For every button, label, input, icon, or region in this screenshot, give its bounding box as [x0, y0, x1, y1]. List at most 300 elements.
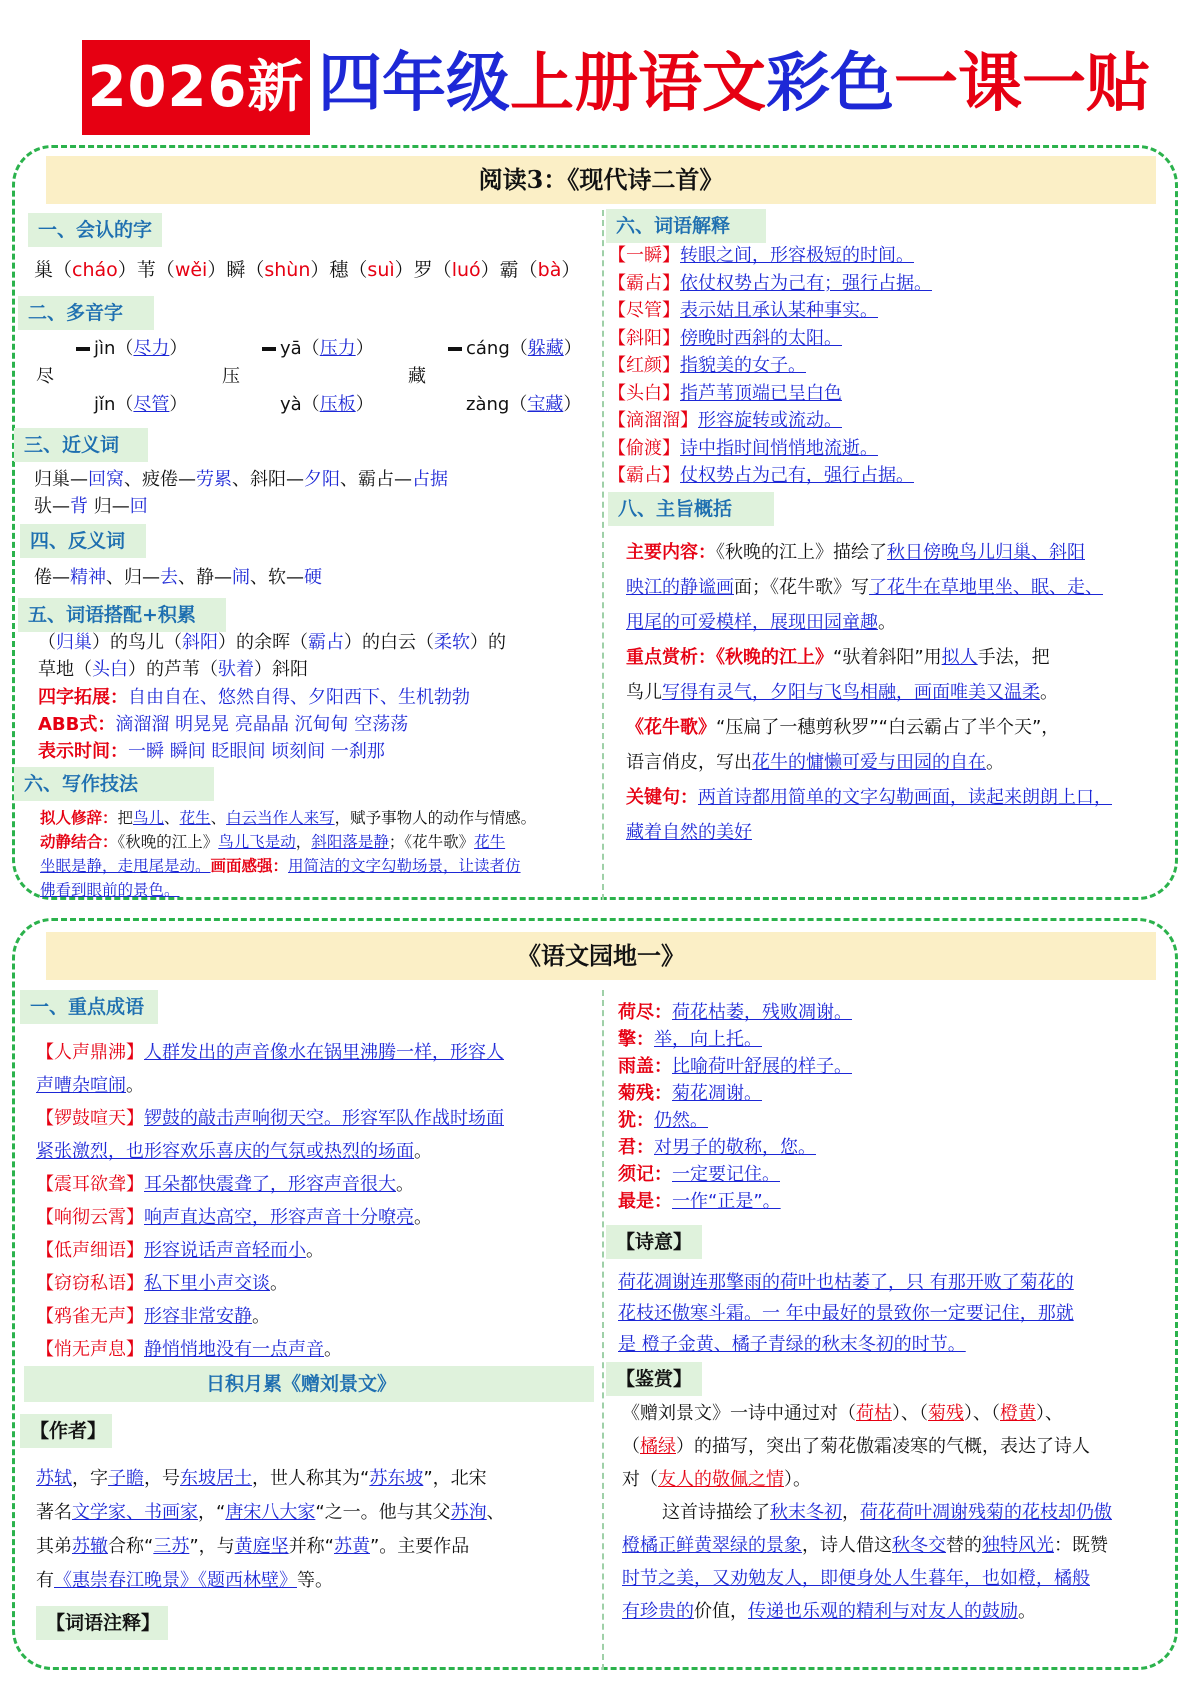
idiom-term: 【窃窃私语】	[36, 1273, 144, 1294]
text-run: 苏东坡	[369, 1468, 424, 1489]
definition-item	[608, 298, 878, 324]
definition-text: 表示姑且承认某种事实。	[680, 300, 878, 321]
word: ）的鸟儿（	[92, 632, 182, 653]
text-run: yā（	[280, 338, 320, 359]
heading-writing: 六、写作技法	[14, 767, 214, 801]
text-run: ，“	[198, 1502, 226, 1523]
text-run: 花牛的慵懒可爱与田园的自在	[752, 752, 986, 773]
idiom-definition: 锣鼓的敲击声响彻天空。形容军队作战时场面	[144, 1108, 504, 1129]
text-run: 橘绿	[640, 1436, 676, 1457]
writing-line-4: 佛看到眼前的景色。	[40, 881, 180, 899]
text-run: 苏轼	[36, 1468, 72, 1489]
text-run: 花牛	[474, 833, 506, 851]
word: ）的余晖（	[218, 632, 308, 653]
appreciation-line-1	[622, 1401, 1063, 1427]
text-run: ）	[207, 259, 227, 281]
key-sentence-line-2: 藏着自然的美好	[626, 822, 752, 843]
text-run: 倦—	[34, 567, 70, 588]
polyphone-char: 尽	[36, 366, 54, 387]
text-run: 《秋晚的江上》描绘了	[716, 542, 887, 563]
idiom-definition: 形容说话声音轻而小	[144, 1240, 306, 1261]
heading-poem-meaning: 【诗意】	[606, 1225, 702, 1259]
author-line-4	[36, 1568, 333, 1594]
definition-term: 【霸占】	[608, 465, 680, 486]
text-run: yà（	[280, 394, 320, 415]
poem-meaning-line: 是 橙子金黄、橘子青绿的秋末冬初的时节。	[618, 1334, 966, 1355]
definition-term: 【滴溜溜】	[608, 410, 698, 431]
heading-author: 【作者】	[20, 1414, 112, 1448]
polyphone-word: 躲藏	[527, 338, 564, 359]
text-run: 苇（	[136, 259, 175, 281]
polyphone-word: 尽管	[133, 394, 170, 415]
text-run: ，号	[144, 1468, 180, 1489]
text-run: 、斜阳—	[232, 469, 304, 490]
extension-key: 四字拓展：	[38, 687, 128, 708]
extension-key: 表示时间：	[38, 741, 128, 762]
text-run: ，字	[72, 1468, 108, 1489]
definition-item	[608, 271, 932, 297]
analysis-line-3	[626, 715, 1059, 741]
idiom-line	[36, 1271, 288, 1297]
idiom-definition: 耳朵都快震聋了，形容声音很大	[144, 1174, 396, 1195]
word: 草地（	[38, 659, 92, 680]
text-run: 时节之美，又劝勉友人，即便身处人生暮年，也如橙，橘般	[622, 1568, 1090, 1589]
note-term: 犹：	[618, 1110, 654, 1131]
word-note	[618, 1027, 762, 1053]
word-note	[618, 1081, 762, 1107]
note-text: 仍然。	[654, 1110, 708, 1131]
text-run: 鸟儿	[133, 809, 165, 827]
text-run: 独特风光	[982, 1535, 1054, 1556]
extension-value: 滴溜溜 明晃晃 亮晶晶 沉甸甸 空荡荡	[115, 714, 409, 735]
text-run: 有	[36, 1570, 54, 1591]
text-run: 东坡居士	[180, 1468, 252, 1489]
text-run: 驮—	[34, 496, 70, 517]
text-run: 等。	[297, 1570, 333, 1591]
word: 头白	[92, 659, 128, 680]
text-run: 重点赏析：	[626, 647, 716, 668]
heading-polyphones: 二、多音字	[18, 296, 154, 330]
appreciation-line-6	[622, 1566, 1090, 1592]
polyphone-word: 压板	[319, 394, 356, 415]
page-title	[318, 44, 1150, 124]
title-subject: 上册语文	[510, 46, 766, 121]
definition-text: 形容旋转或流动。	[698, 410, 842, 431]
text-run: 并称“	[288, 1536, 334, 1557]
text-run: 三苏	[153, 1536, 190, 1557]
polyphone-word: 尽力	[133, 338, 170, 359]
text-run: 。	[324, 1339, 342, 1360]
text-run: 唐宋八大家	[225, 1502, 316, 1523]
text-run: 鸟儿	[626, 682, 662, 703]
poem-meaning-line: 花枝还傲寒斗霜。一 年中最好的景致你一定要记住，那就	[618, 1303, 1074, 1324]
synonyms-line-2	[34, 494, 148, 520]
panel-2-banner: 《语文园地一》	[46, 932, 1156, 980]
main-content-line-3	[626, 610, 896, 636]
text-run: ”。主要作品	[369, 1536, 470, 1557]
definition-item	[608, 243, 914, 269]
word: ）的	[470, 632, 506, 653]
key-sentence-line-1	[626, 785, 1112, 811]
word: 占据	[412, 469, 448, 490]
idiom-line	[36, 1304, 270, 1330]
word: 夕阳	[304, 469, 340, 490]
note-term: 荷尽：	[618, 1002, 672, 1023]
text-run: 手法，把	[977, 647, 1050, 668]
text-run: 霸（	[499, 259, 538, 281]
note-text: 对男子的敬称，您。	[654, 1137, 816, 1158]
extension-line	[38, 685, 470, 711]
heading-main-idea: 八、主旨概括	[608, 492, 774, 526]
text-run: 。	[126, 1075, 144, 1096]
pinyin: shùn	[264, 259, 311, 281]
definition-item	[608, 463, 914, 489]
text-run: ）、	[1036, 1403, 1063, 1424]
text-run: ；《花牛歌》	[388, 833, 475, 851]
definition-text: 指芦苇顶端已呈白色	[680, 382, 842, 404]
heading-word-notes: 【词语注释】	[36, 1606, 168, 1640]
analysis-line-4	[626, 750, 1004, 776]
author-line-3	[36, 1534, 469, 1560]
polyphone-char: 藏	[408, 366, 426, 387]
text-run: zàng（	[466, 394, 528, 415]
text-run: 主要内容：	[626, 542, 716, 563]
appreciation-line-7	[622, 1599, 1036, 1625]
text-run: 。	[270, 1273, 288, 1294]
text-run: 、软—	[250, 567, 304, 588]
text-run: 把	[117, 809, 134, 827]
text-run: 菊残	[928, 1403, 964, 1424]
text-run: 《秋晚的江上》	[716, 647, 833, 668]
text-run: 秋末冬初	[770, 1502, 842, 1523]
text-run: 归巢—	[34, 469, 88, 490]
idiom-term: 【震耳欲聋】	[36, 1174, 144, 1195]
text-run: “驮着斜阳”用	[833, 647, 942, 668]
definition-text: 指貌美的女子。	[680, 355, 806, 376]
text-run: 《惠崇春江晚景》《题西林壁》	[54, 1570, 297, 1591]
analysis-line-1	[626, 645, 1050, 671]
word: 精神	[70, 567, 106, 588]
polyphone-word: 压力	[319, 338, 356, 359]
heading-collocations: 五、词语搭配+积累	[18, 598, 226, 632]
heading-synonyms: 三、近义词	[14, 428, 148, 462]
text-run: 。	[414, 1207, 432, 1228]
text-run: 、霸占—	[340, 469, 412, 490]
analysis-line-2	[626, 680, 1058, 706]
appreciation-line-2	[622, 1434, 1090, 1460]
pinyin: luó	[451, 259, 481, 281]
idiom-term: 【锣鼓喧天】	[36, 1108, 144, 1129]
text-run: 橙橘正鲜黄翠绿的景象	[622, 1535, 802, 1556]
word-note	[618, 1054, 852, 1080]
word: 斜阳	[182, 632, 218, 653]
brace	[76, 347, 90, 351]
text-run: 画面感强：	[210, 857, 289, 875]
polyphone-word: 宝藏	[527, 394, 564, 415]
polyphone-reading-b	[280, 392, 374, 418]
text-run: 这首诗描绘了	[662, 1502, 770, 1523]
panel-1-banner: 阅读3：《现代诗二首》	[46, 156, 1156, 204]
idiom-line	[36, 1205, 432, 1231]
text-run: 。	[878, 612, 896, 633]
text-run: 、疲倦—	[124, 469, 196, 490]
text-run: 、	[486, 1502, 505, 1523]
daily-accumulation-title: 日积月累《赠刘景文》	[206, 1373, 397, 1395]
text-run: 。	[414, 1141, 432, 1162]
text-run: 对（	[622, 1469, 658, 1490]
extension-key: ABB式：	[38, 714, 116, 735]
idiom-line	[36, 1139, 432, 1165]
text-run: “之一。他与其父	[315, 1502, 451, 1523]
text-run: ”，北宋	[423, 1468, 487, 1489]
text-run: ）、（	[892, 1403, 928, 1424]
text-run: ）、（	[964, 1403, 1000, 1424]
year-badge: 2026新	[82, 40, 310, 135]
definition-item	[608, 436, 878, 462]
brace	[448, 347, 462, 351]
extension-line	[38, 739, 385, 765]
idiom-term: 【低声细语】	[36, 1240, 144, 1261]
main-content-line-2	[626, 575, 1103, 601]
word: ）的芦苇（	[128, 659, 218, 680]
word: 闹	[232, 567, 250, 588]
definition-text: 转眼之间，形容极短的时间。	[680, 245, 914, 266]
text-run: 鸟儿飞是动	[218, 833, 296, 851]
idiom-term: 【响彻云霄】	[36, 1207, 144, 1228]
writing-line-3	[40, 854, 521, 878]
idiom-definition: 人群发出的声音像水在锅里沸腾一样，形容人	[144, 1042, 504, 1063]
heading-appreciation: 【鉴赏】	[606, 1362, 702, 1396]
text-run: 语言俏皮，写出	[626, 752, 752, 773]
idiom-term: 【人声鼎沸】	[36, 1042, 144, 1063]
extension-line	[38, 712, 408, 738]
appreciation-line-5	[622, 1533, 1108, 1559]
word: 劳累	[196, 469, 232, 490]
text-run: “压扁了一穗剪秋罗”“白云霸占了半个天”，	[716, 717, 1060, 738]
idiom-definition: 静悄悄地没有一点声音	[144, 1339, 324, 1360]
text-run: 秋冬交	[892, 1535, 946, 1556]
definition-term: 【尽管】	[608, 300, 680, 321]
text-run: 秋日傍晚鸟儿归巢、斜阳	[887, 542, 1085, 563]
text-run: 。	[1040, 682, 1058, 703]
note-term: 菊残：	[618, 1083, 672, 1104]
antonyms-line	[34, 565, 322, 591]
text-run: ）	[480, 259, 500, 281]
definition-text: 依仗权势占为己有；强行占据。	[680, 272, 932, 294]
word: 回	[129, 496, 148, 517]
text-run: 子瞻	[108, 1468, 144, 1489]
collocation-line-2	[38, 657, 308, 683]
idiom-line	[36, 1106, 504, 1132]
word: 归巢	[56, 632, 92, 653]
word-note	[618, 1162, 780, 1188]
text-run: ：既赞	[1054, 1535, 1108, 1556]
characters-line	[34, 257, 580, 283]
text-run: 《赠刘景文》一诗中通过对（	[622, 1403, 856, 1424]
text-run: ）	[355, 394, 374, 415]
heading-idioms: 一、重点成语	[20, 990, 158, 1024]
text-run: 写得有灵气，夕阳与飞鸟相融，画面唯美又温柔	[662, 682, 1040, 703]
text-run: 穗（	[329, 259, 368, 281]
word: 去	[160, 567, 178, 588]
text-run: ）	[394, 259, 414, 281]
text-run: 两首诗都用简单的文字勾勒画面，读起来朗朗上口，	[698, 787, 1112, 808]
text-run: 苏洵	[450, 1502, 487, 1523]
text-run: 橙黄	[1000, 1403, 1036, 1424]
text-run: 映江的静谧画	[626, 577, 734, 598]
text-run: 巢（	[34, 259, 73, 281]
pinyin: suì	[367, 259, 395, 281]
text-run: 。	[986, 752, 1004, 773]
idiom-definition: 私下里小声交谈	[144, 1273, 270, 1294]
text-run: ，诗人借这	[802, 1535, 892, 1556]
word-note	[618, 1108, 708, 1134]
note-term: 最是：	[618, 1191, 672, 1212]
idiom-line	[36, 1238, 324, 1264]
text-run: 拟人	[941, 647, 978, 668]
text-run: 合称“	[108, 1536, 154, 1557]
text-run: ）	[169, 394, 188, 415]
polyphone-reading-a	[94, 336, 187, 362]
note-text: 一定要记住。	[672, 1164, 780, 1185]
note-text: 一作“正是”。	[672, 1191, 781, 1212]
title-color: 彩色	[766, 46, 894, 121]
panel-2-divider	[602, 990, 604, 1670]
text-run: cáng（	[466, 338, 528, 359]
heading-characters: 一、会认的字	[28, 213, 162, 247]
note-term: 君：	[618, 1137, 654, 1158]
text-run: （	[622, 1436, 640, 1457]
synonyms-line-1	[34, 467, 448, 493]
title-grade: 四年级	[318, 46, 510, 121]
text-run: 著名	[36, 1502, 72, 1523]
idiom-definition: 响声直达高空，形容声音十分嘹亮	[144, 1207, 414, 1228]
appreciation-line-4	[662, 1500, 1112, 1526]
text-run: 花生	[179, 809, 211, 827]
text-run: 黄庭坚	[234, 1536, 289, 1557]
text-run: 面；《花牛歌》写	[734, 577, 869, 598]
definition-term: 【偷渡】	[608, 437, 680, 459]
text-run: 关键句：	[626, 787, 698, 808]
author-line-1	[36, 1466, 487, 1492]
word: ）的白云（	[344, 632, 434, 653]
word-note	[618, 1000, 852, 1026]
note-text: 荷花枯萎，残败凋谢。	[672, 1002, 852, 1023]
extension-value: 一瞬 瞬间 眨眼间 顷刻间 一刹那	[128, 741, 385, 762]
definition-term: 【斜阳】	[608, 327, 680, 349]
text-run: 、	[164, 809, 180, 827]
text-run: 传递也乐观的精利与对友人的鼓励	[748, 1601, 1018, 1622]
title-tail: 一课一贴	[894, 46, 1150, 121]
definition-term: 【头白】	[608, 382, 680, 404]
brace	[262, 347, 276, 351]
text-run: ）	[563, 394, 582, 415]
polyphone-reading-b	[94, 392, 187, 418]
note-term: 擎：	[618, 1029, 654, 1050]
text-run: ）	[561, 259, 581, 281]
note-text: 举，向上托。	[654, 1029, 762, 1050]
text-run: 荷枯	[856, 1403, 892, 1424]
definition-item	[608, 408, 842, 434]
idiom-line	[36, 1040, 504, 1066]
word: 硬	[304, 567, 322, 588]
text-run: 、静—	[178, 567, 232, 588]
text-run: 动静结合：	[40, 833, 118, 851]
text-run: 归—	[88, 496, 130, 517]
extension-value: 自由自在、悠然自得、夕阳西下、生机勃勃	[128, 687, 470, 708]
text-run: 文学家、书画家	[72, 1502, 198, 1523]
definition-item	[608, 326, 842, 352]
word: 背	[70, 496, 88, 517]
text-run: 、	[210, 809, 227, 827]
writing-line-1	[40, 806, 536, 830]
text-run: 。	[252, 1306, 270, 1327]
polyphone-reading-a	[280, 336, 374, 362]
text-run: ，	[842, 1502, 860, 1523]
definition-term: 【一瞬】	[608, 245, 680, 266]
text-run: 白云当作人来写	[226, 809, 335, 827]
text-run: 用简洁的文字勾勒场景，让读者仿	[288, 857, 521, 875]
note-term: 雨盖：	[618, 1056, 672, 1077]
word-note	[618, 1135, 816, 1161]
text-run: 荷花荷叶凋谢残菊的花枝却仍傲	[860, 1502, 1112, 1523]
text-run: ）。	[784, 1469, 811, 1490]
text-run: ）	[169, 338, 188, 359]
text-run: ，世人称其为“	[252, 1468, 370, 1489]
text-run: 价值，	[694, 1601, 748, 1622]
idiom-term: 【鸦雀无声】	[36, 1306, 144, 1327]
text-run: ）	[355, 338, 374, 359]
text-run: 斜阳落是静	[311, 833, 389, 851]
text-run: 。	[1018, 1601, 1036, 1622]
definition-text: 诗中指时间悄悄地流逝。	[680, 437, 878, 459]
definition-term: 【红颜】	[608, 355, 680, 376]
text-run: 坐眠是静，走甩尾是动。	[40, 857, 211, 875]
word: （	[38, 632, 56, 653]
polyphone-reading-a	[466, 336, 582, 362]
word: 柔软	[434, 632, 470, 653]
definition-item	[608, 381, 842, 407]
text-run: 其弟	[36, 1536, 72, 1557]
note-term: 须记：	[618, 1164, 672, 1185]
idiom-line	[36, 1073, 144, 1099]
text-run: ”，与	[189, 1536, 235, 1557]
text-run: 替的	[946, 1535, 982, 1556]
note-text: 菊花凋谢。	[672, 1083, 762, 1104]
text-run: ，	[295, 833, 312, 851]
panel-1-divider	[602, 210, 604, 900]
text-run: 拟人修辞：	[40, 809, 118, 827]
appreciation-line-3	[622, 1467, 811, 1493]
word: 霸占	[308, 632, 344, 653]
word: 驮着	[218, 659, 254, 680]
text-run: 罗（	[413, 259, 452, 281]
heading-antonyms: 四、反义词	[20, 524, 146, 558]
note-text: 比喻荷叶舒展的样子。	[672, 1056, 852, 1077]
text-run: jǐn（	[94, 394, 134, 415]
text-run: 《秋晚的江上》	[117, 833, 219, 851]
text-run: ）	[563, 338, 582, 359]
collocation-line-1	[38, 630, 506, 656]
pinyin: wěi	[174, 259, 208, 281]
text-run: 苏辙	[72, 1536, 108, 1557]
text-run: 苏黄	[333, 1536, 370, 1557]
text-run: 。	[306, 1240, 324, 1261]
writing-line-2	[40, 830, 505, 854]
heading-word-definitions: 六、词语解释	[606, 209, 766, 243]
text-run: ）	[310, 259, 330, 281]
text-run: 有珍贵的	[622, 1601, 694, 1622]
